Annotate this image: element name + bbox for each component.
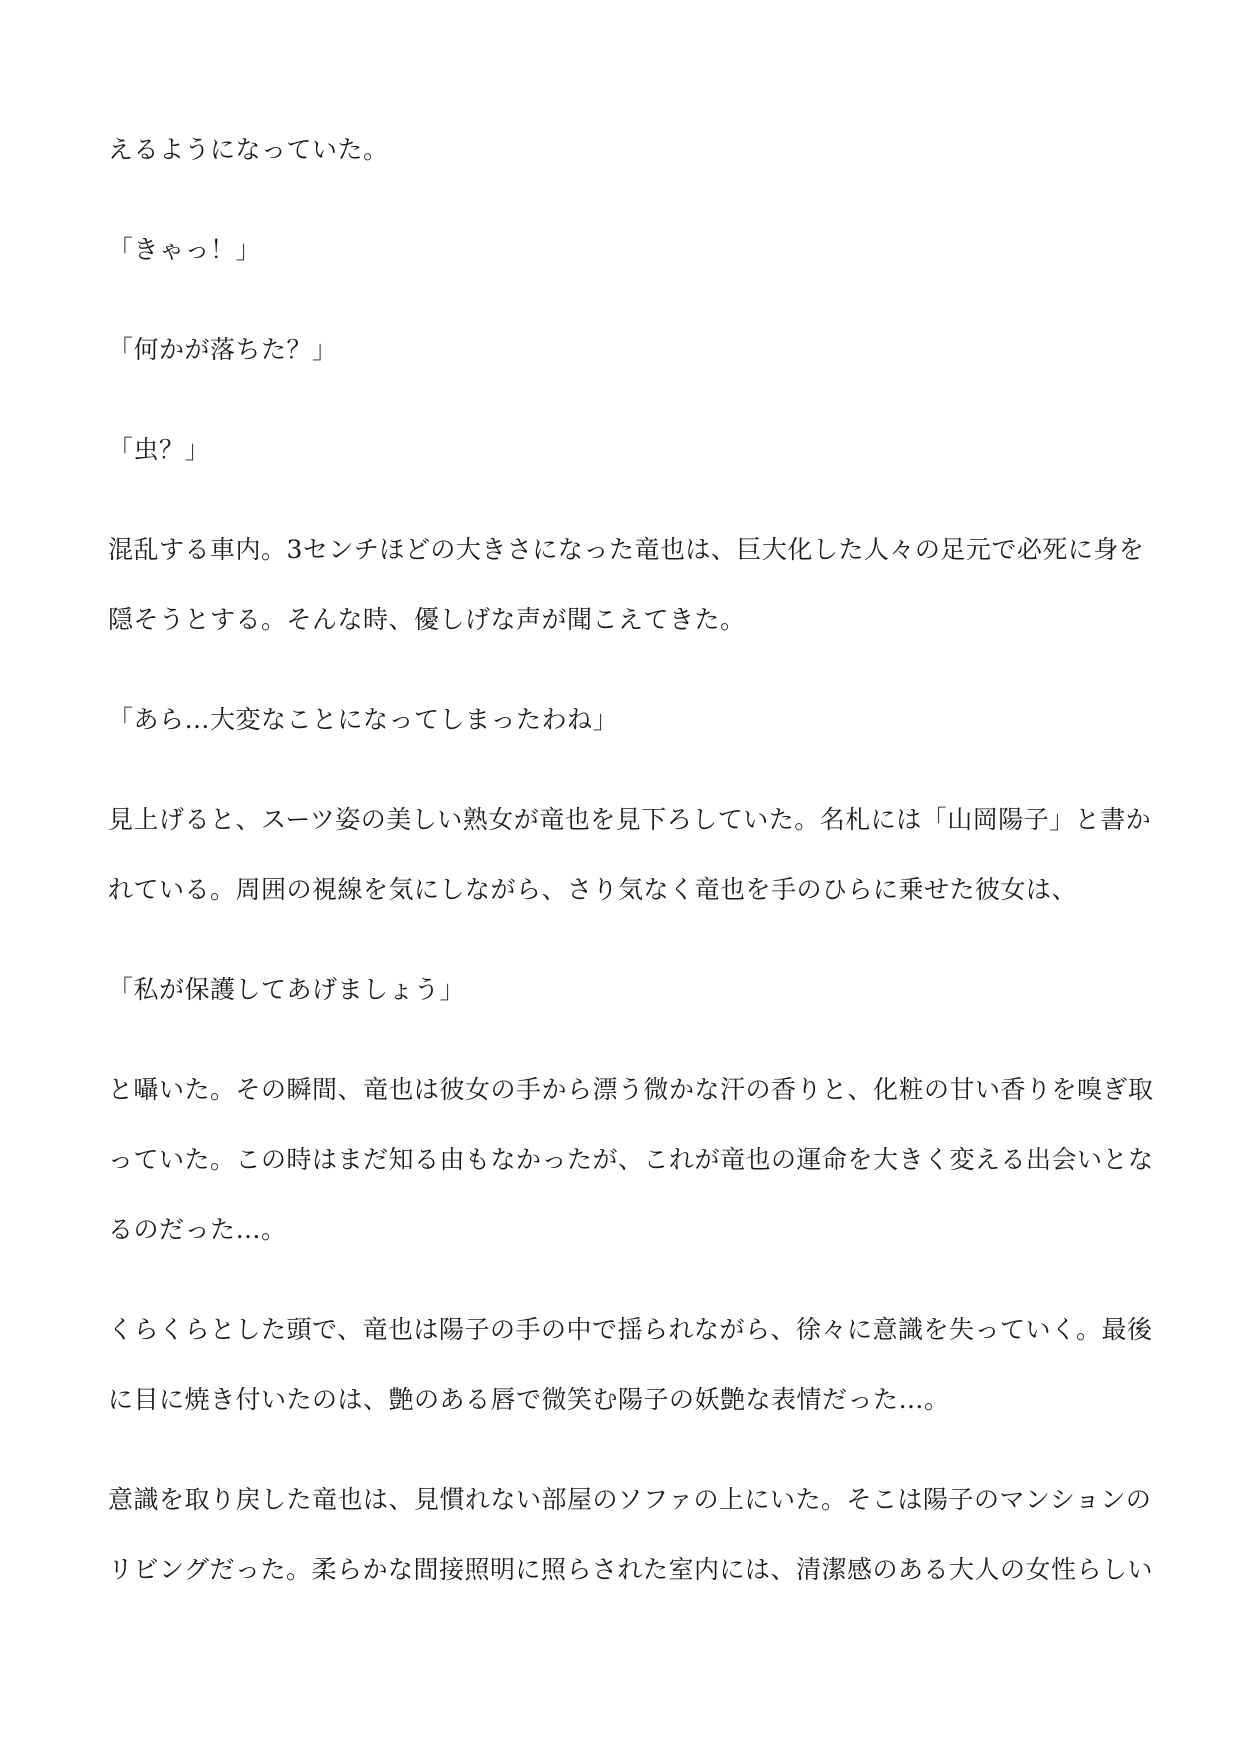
text-line: リビングだった。柔らかな間接照明に照らされた室内には、清潔感のある大人の女性らしい <box>108 1555 1154 1584</box>
text-line: えるようになっていた。 <box>108 135 389 164</box>
text-line: るのだった…。 <box>108 1215 287 1244</box>
text-line: 意識を取り戻した竜也は、見慣れない部屋のソファの上にいた。そこは陽子のマンションの <box>108 1485 1152 1514</box>
text-line: っていた。この時はまだ知る由もなかったが、これが竜也の運命を大きく変える出会いとな <box>108 1145 1154 1174</box>
text-line: 見上げると、スーツ姿の美しい熟女が竜也を見下ろしていた。名札には「山岡陽子」と書か <box>108 805 1152 834</box>
text-line: と囁いた。その瞬間、竜也は彼女の手から漂う微かな汗の香りと、化粧の甘い香りを嗅ぎ取 <box>108 1075 1154 1104</box>
text-line: 隠そうとする。そんな時、優しげな声が聞こえてきた。 <box>108 605 746 634</box>
text-line: れている。周囲の視線を気にしながら、さり気なく竜也を手のひらに乗せた彼女は、 <box>108 875 1078 904</box>
text-line: くらくらとした頭で、竜也は陽子の手の中で揺られながら、徐々に意識を失っていく。最後 <box>108 1315 1153 1344</box>
text-line: 「あら…大変なことになってしまったわね」 <box>108 705 619 734</box>
text-line: 「きゃっ！」 <box>108 235 262 264</box>
text-line: に目に焼き付いたのは、艶のある唇で微笑む陽子の妖艶な表情だった…。 <box>108 1385 950 1414</box>
text-line: 「何かが落ちた？」 <box>108 335 338 364</box>
text-line: 「虫？」 <box>108 435 211 464</box>
text-line: 混乱する車内。3センチほどの大きさになった竜也は、巨大化した人々の足元で必死に身を <box>108 535 1145 564</box>
text-line: 「私が保護してあげましょう」 <box>108 975 466 1004</box>
